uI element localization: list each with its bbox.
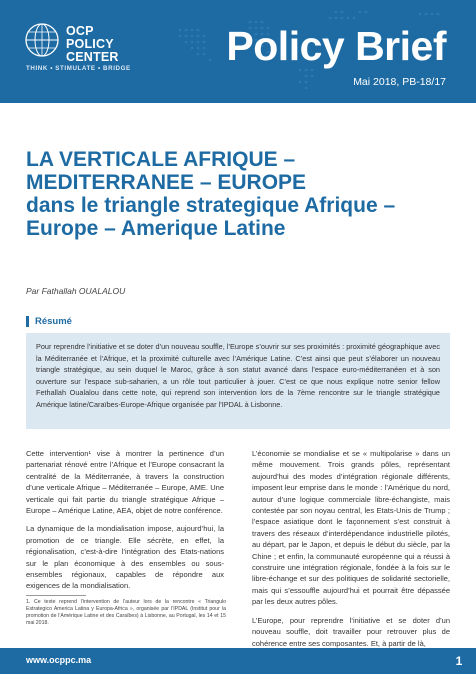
author-byline: Par Fathallah OUALALOU xyxy=(26,286,126,296)
body-paragraph: L’économie se mondialise et se « multipolarise » dans un même mouvement. Trois grands pôles, représentant aujourd’hui des modes d’intégration régionale différents, imposent leur emprise dans le monde : l’Amérique du nord, autour d’une logique commerciale libre-échangiste, mais contestée par son noyau central, les Etats-Unis de Trump ; l’espace asiatique dont le façonnement s’est construit à travers des réseaux d’interdépendance industrielle pilotés, au départ, par le Japon, et depuis le début du siècle, par la Chine ; et enfin, la communauté européenne qui a réussi à construire une intégration régionale, fondée à la fois sur le libre-échange et sur des politiques de solidarité sectorielle, mais qui s’essouffle aujourd’hui et pourrait être dépassée par les deux autres pôles. xyxy=(252,449,450,607)
body-paragraph: L’Europe, pour reprendre l’initiative et se doter d’un nouveau souffle, doit travailler pour retrouver plus de cohérence entre ses composantes. Et, à partir de là, xyxy=(252,615,450,648)
logo-wordmark: OCP POLICY CENTER xyxy=(66,24,119,64)
footer-website-link[interactable]: www.ocppc.ma xyxy=(26,655,92,665)
body-column-left xyxy=(26,448,224,599)
main-title-line-3: dans le triangle strategique Afrique – xyxy=(26,194,396,217)
ocp-policy-center-logo xyxy=(24,22,154,78)
resume-heading xyxy=(26,316,72,327)
resume-accent-bar xyxy=(26,316,29,327)
footer-bar xyxy=(0,648,476,674)
footnote-divider xyxy=(26,595,86,596)
document-date-reference: Mai 2018, PB-18/17 xyxy=(353,76,446,88)
resume-box xyxy=(26,333,450,429)
body-paragraph: La dynamique de la mondialisation impose, aujourd’hui, la promotion de ce triangle. Elle sécrète, en effet, la régionalisation, c’est-à-dire l’intégration des Etats-nations sur le plan économique à des ensembles ou sous-ensembles régionaux, capables de répondre aux exigences de la mondialisation. xyxy=(26,524,224,591)
footnote: 1. Ce texte reprend l’intervention de l’auteur lors de la rencontre « Triangulo Estrategico America Latina y Europa-Africa », organisée par l’IPDAL (Institut pour la promotion de l’Amérique Latine et des Caraïbes) à Lisbonne, au Portugal, les 14 et 15 mai 2018. xyxy=(26,599,226,626)
logo-tagline: THINK • STIMULATE • BRIDGE xyxy=(26,65,131,72)
resume-label: Résumé xyxy=(35,316,72,327)
body-paragraph: Cette intervention¹ vise à montrer la pertinence d’un partenariat rénové entre l’Afrique et l’Europe consacrant la centralité de la Méditerranée, à travers la construction d’une verticale Afrique – Méditerranée – Europe, AME. Une verticale qui fait partie du triangle stratégique Afrique – Europe – Amérique Latine, AEA, objet de notre conférence. xyxy=(26,449,224,516)
header-banner xyxy=(0,0,476,103)
main-title xyxy=(26,148,456,240)
page-number: 1 xyxy=(455,654,463,668)
body-column-right xyxy=(252,448,450,656)
globe-icon xyxy=(24,22,60,58)
resume-text: Pour reprendre l’initiative et se doter d’un nouveau souffle, l’Europe s’ouvrir sur ses proximités : proximité géographique avec la Méditerranée et l’Afrique, et la proximité culturelle avec l’Amérique Latine. C’est ainsi que peut s’élaborer un nouveau triangle stratégique, au sein duquel le Maroc, grâce à son statut avancé dans l’espace euro-méditerranéen et à son ouverture sur l’espace sub-saharien, a un rôle tout particulier à jouer. C’est ce que nous explique notre senior fellow Fethallah Oualalou dans cette note, qui reprend son intervention lors de la 7ème rencontre sur le triangle stratégique Amérique latine/Caraïbes-Europe-Afrique organisée par l’IPDAL à Lisbonne. xyxy=(36,342,440,409)
main-title-line-2: MEDITERRANEE – EUROPE xyxy=(26,171,307,194)
main-title-line-4: Europe – Amerique Latine xyxy=(26,217,286,240)
document-type-title: Policy Brief xyxy=(226,23,446,69)
main-title-line-1: LA VERTICALE AFRIQUE – xyxy=(26,148,296,171)
